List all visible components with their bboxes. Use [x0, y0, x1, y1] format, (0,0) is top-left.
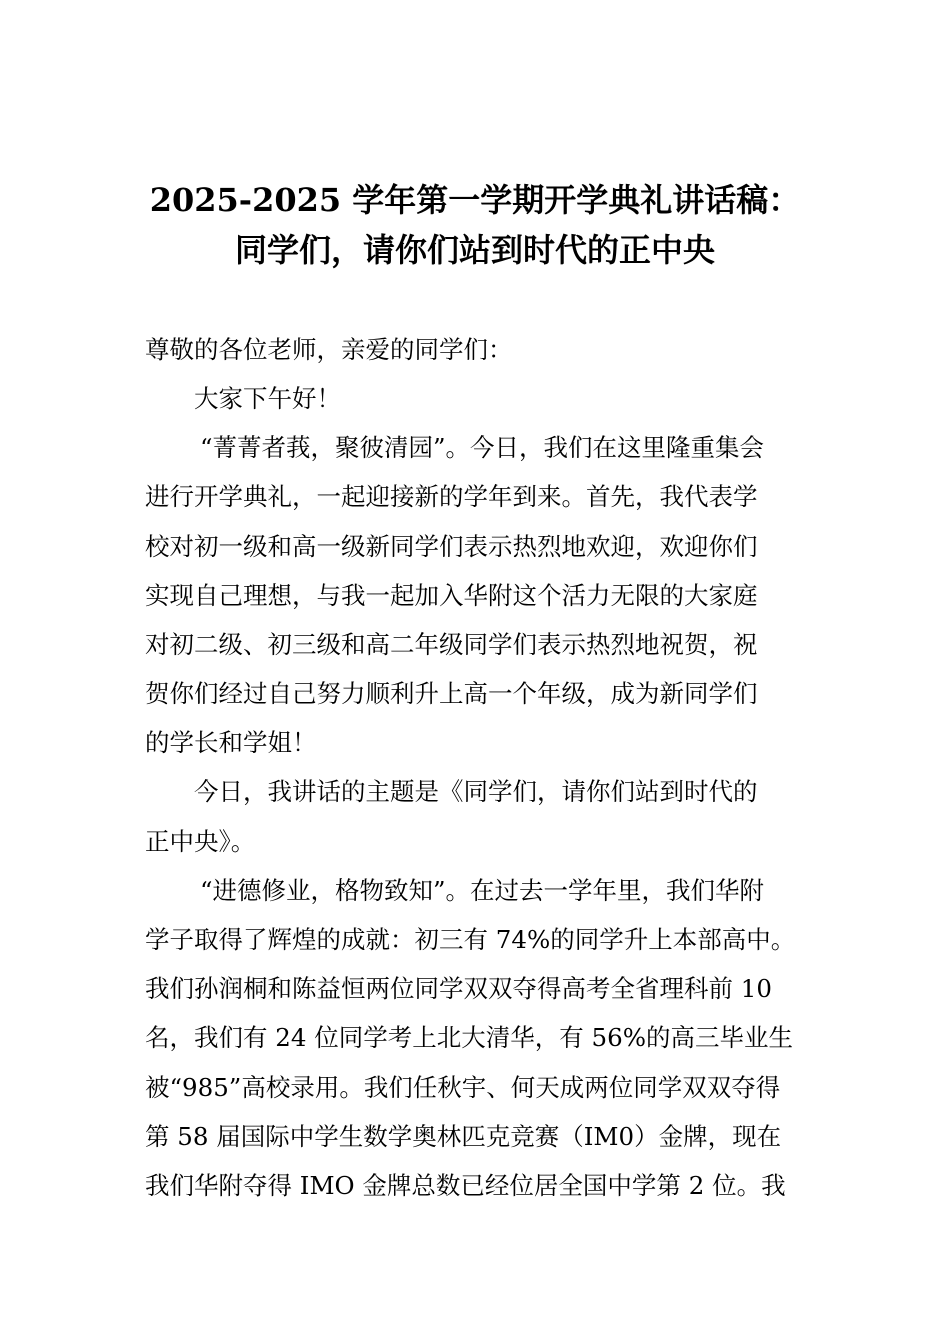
- paragraph-line: 被“985”高校录用。我们任秋宇、何天成两位同学双双夺得: [145, 1073, 781, 1102]
- paragraph-line: 实现自己理想，与我一起加入华附这个活力无限的大家庭: [145, 581, 758, 610]
- paragraph-line: 对初二级、初三级和高二年级同学们表示热烈地祝贺，祝: [145, 630, 758, 659]
- paragraph-line: 进行开学典礼，一起迎接新的学年到来。首先，我代表学: [145, 482, 758, 511]
- paragraph-line: 学子取得了辉煌的成就：初三有 74%的同学升上本部高中。: [145, 925, 796, 954]
- greeting: 大家下午好！: [194, 384, 341, 413]
- paragraph-line: 贺你们经过自己努力顺利升上高一个年级，成为新同学们: [145, 679, 758, 708]
- paragraph-line: 第 58 届国际中学生数学奥林匹克竞赛（IM0）金牌，现在: [145, 1122, 782, 1151]
- paragraph-line: 的学长和学姐！: [145, 728, 317, 757]
- paragraph-line: 我们孙润桐和陈益恒两位同学双双夺得高考全省理科前 10: [145, 974, 772, 1003]
- paragraph-line: 正中央》。: [145, 827, 256, 856]
- salutation: 尊敬的各位老师，亲爱的同学们：: [145, 335, 513, 364]
- paragraph-line: “菁菁者莪，聚彼清园”。今日，我们在这里隆重集会: [200, 433, 765, 462]
- document-title-line-2: 同学们，请你们站到时代的正中央: [234, 231, 715, 269]
- paragraph-line: 名，我们有 24 位同学考上北大清华，有 56%的高三毕业生: [145, 1023, 793, 1052]
- paragraph-line: 今日，我讲话的主题是《同学们，请你们站到时代的: [194, 777, 758, 806]
- paragraph-line: 我们华附夺得 IMO 金牌总数已经位居全国中学第 2 位。我: [145, 1171, 786, 1200]
- paragraph-line: 校对初一级和高一级新同学们表示热烈地欢迎，欢迎你们: [145, 532, 758, 561]
- paragraph-line: “进德修业，格物致知”。在过去一学年里，我们华附: [200, 876, 765, 905]
- document-title-line-1: 2025-2025 学年第一学期开学典礼讲话稿：: [149, 181, 801, 219]
